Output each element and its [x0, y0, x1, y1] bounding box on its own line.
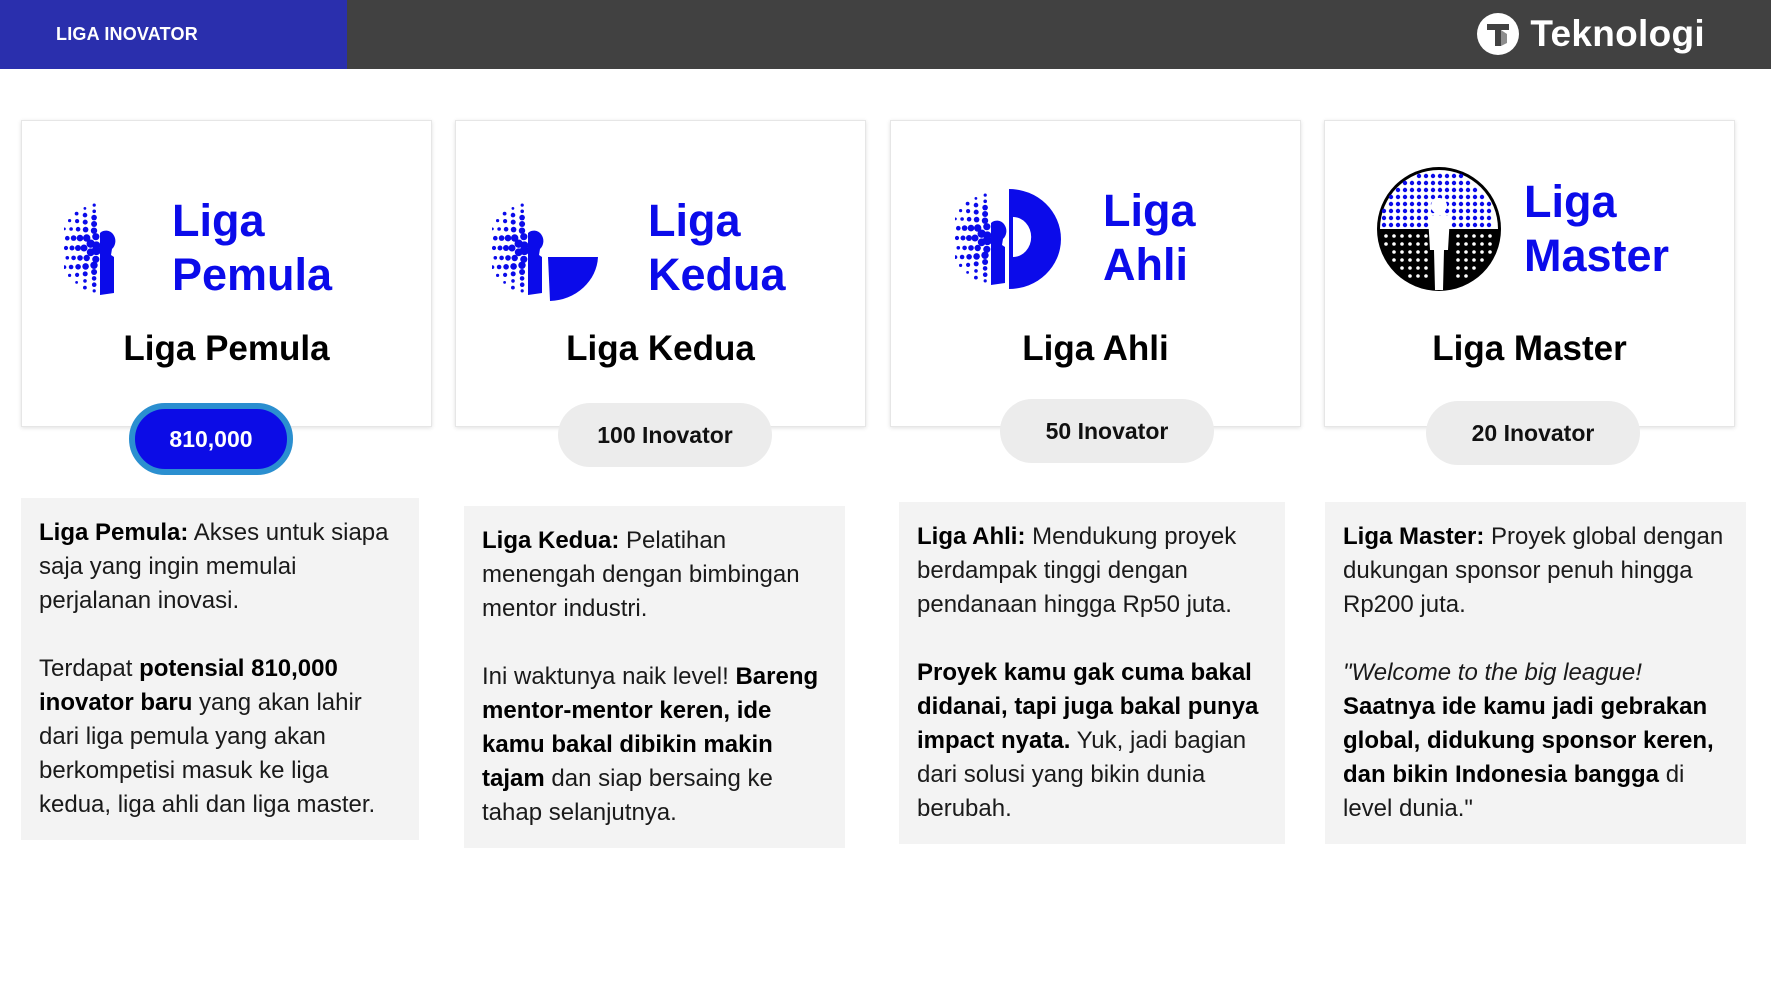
league-logo: [492, 193, 786, 303]
top-bar: [0, 0, 1771, 69]
league-card-ahli[interactable]: [890, 120, 1301, 427]
league-logo: [1376, 166, 1669, 292]
league-title: Liga Kedua: [566, 329, 755, 368]
league-logo-text: Liga Pemula: [172, 195, 333, 300]
inovator-count-badge[interactable]: 810,000: [129, 403, 293, 475]
league-description: Liga Pemula: Akses untuk siapa saja yang ingin memulai perjalanan inovasi. Terdapat potensial 810,000 inovator baru yang akan lahir dari liga pemula yang akan berkompetisi masuk ke liga kedua, liga ahli dan liga master.: [21, 498, 419, 840]
league-logo-text: Liga Master: [1524, 176, 1670, 281]
section-label: LIGA INOVATOR: [56, 24, 198, 44]
dotted-head-icon: [64, 193, 144, 303]
dotted-head-quarter-icon: [492, 193, 602, 303]
section-tab[interactable]: [0, 0, 347, 69]
league-description: Liga Ahli: Mendukung proyek berdampak tinggi dengan pendanaan hingga Rp50 juta. Proyek kamu gak cuma bakal didanai, tapi juga bakal punya impact nyata. Yuk, jadi bagian dari solusi yang bikin dunia berubah.: [899, 502, 1285, 844]
inovator-count-badge[interactable]: 100 Inovator: [558, 403, 772, 467]
league-logo-text: Liga Kedua: [648, 195, 786, 300]
league-title: Liga Master: [1432, 329, 1627, 368]
league-description: Liga Kedua: Pelatihan menengah dengan bimbingan mentor industri. Ini waktunya naik level! Bareng mentor-mentor keren, ide kamu bakal dibikin makin tajam dan siap bersaing ke tahap selanjutnya.: [464, 506, 845, 848]
league-card-pemula[interactable]: [21, 120, 432, 427]
league-logo: [64, 193, 332, 303]
dotted-globe-person-icon: [1376, 166, 1502, 292]
brand-name: Teknologi: [1530, 13, 1705, 54]
dotted-head-half-icon: [955, 183, 1065, 293]
teknologi-t-logo-icon: [1476, 12, 1520, 56]
league-title: Liga Ahli: [1022, 329, 1169, 368]
league-title: Liga Pemula: [123, 329, 330, 368]
league-card-master[interactable]: [1324, 120, 1735, 427]
inovator-count-badge[interactable]: 20 Inovator: [1426, 401, 1640, 465]
brand: [1476, 12, 1705, 56]
inovator-count-badge[interactable]: 50 Inovator: [1000, 399, 1214, 463]
league-card-kedua[interactable]: [455, 120, 866, 427]
league-description: Liga Master: Proyek global dengan dukungan sponsor penuh hingga Rp200 juta. "Welcome to the big league! Saatnya ide kamu jadi gebrakan global, didukung sponsor keren, dan bikin Indonesia bangga di level dunia.": [1325, 502, 1746, 844]
league-logo: [955, 183, 1196, 293]
league-logo-text: Liga Ahli: [1103, 185, 1196, 290]
